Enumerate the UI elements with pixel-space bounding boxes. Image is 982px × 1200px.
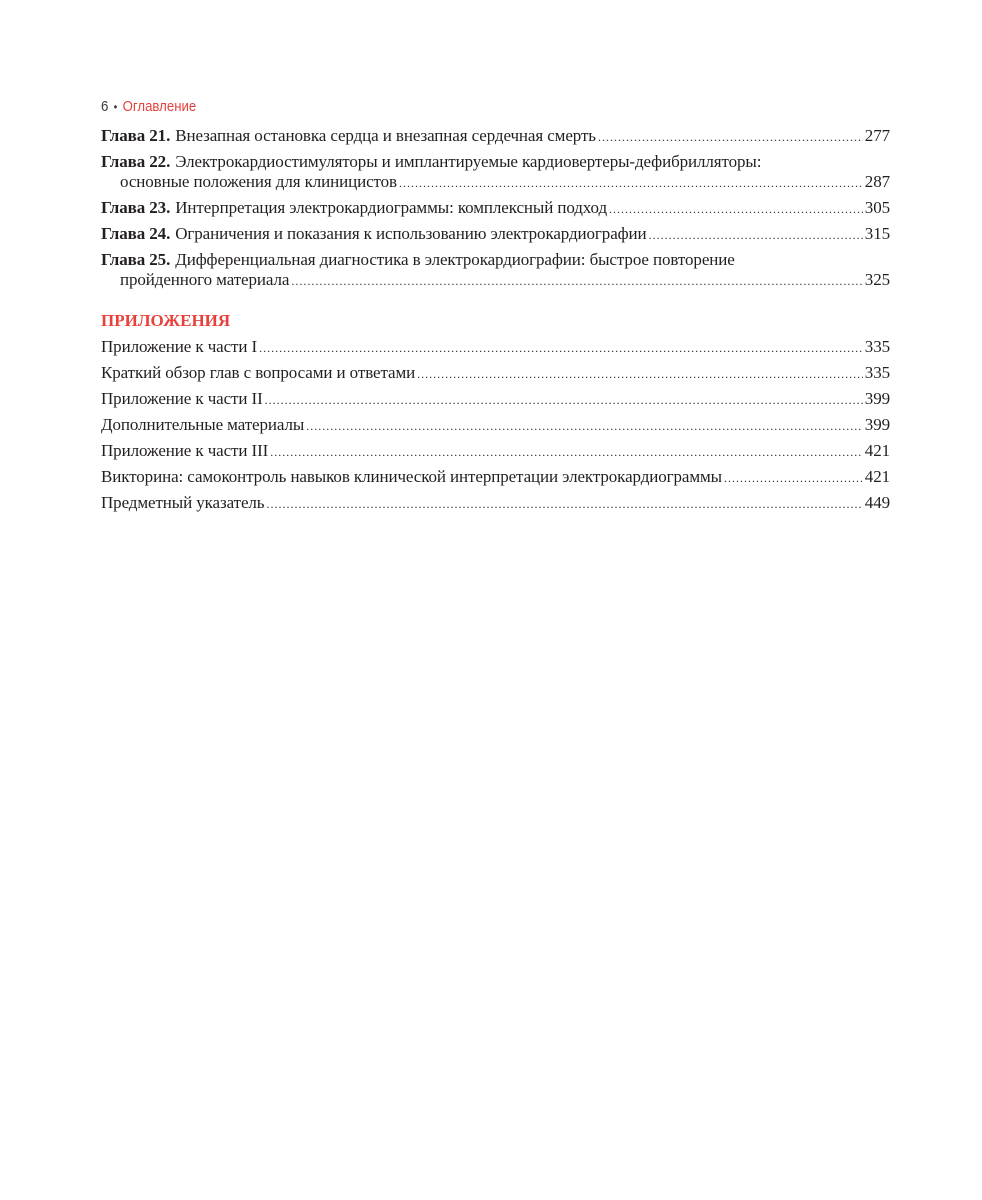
page-ref: 287 <box>864 172 890 191</box>
appendix-title: Викторина: самоконтроль навыков клинической интерпретации электрокардиограммы <box>101 467 723 486</box>
leader-dots <box>266 494 862 514</box>
page-ref: 421 <box>864 467 890 486</box>
appendix-title: Приложение к части III <box>101 441 269 460</box>
page-ref: 421 <box>864 441 890 460</box>
chapter-title-continued: основные положения для клиницистов <box>120 172 397 191</box>
toc-entry-appendix[interactable] <box>101 493 890 514</box>
appendix-title: Предметный указатель <box>101 493 265 512</box>
toc-entry-appendix[interactable] <box>101 389 890 410</box>
chapter-label: Глава 25. <box>101 250 171 269</box>
appendix-title: Дополнительные материалы <box>101 415 305 434</box>
page-ref: 325 <box>864 270 890 289</box>
page-ref: 277 <box>864 126 890 145</box>
toc-entry-chapter-22[interactable] <box>101 152 890 193</box>
appendix-title: Приложение к части II <box>101 389 263 408</box>
page-number: 6 <box>101 98 109 115</box>
page-ref: 335 <box>864 337 890 356</box>
toc-entry-chapter-25[interactable] <box>101 250 890 291</box>
leader-dots <box>399 173 863 193</box>
toc-entry-appendix[interactable] <box>101 441 890 462</box>
page-ref: 315 <box>864 224 890 243</box>
page-ref: 449 <box>864 493 890 512</box>
toc-entry-chapter-23[interactable] <box>101 198 890 219</box>
chapter-label: Глава 24. <box>101 224 171 243</box>
running-header-title: Оглавление <box>122 98 197 115</box>
page-ref: 335 <box>864 363 890 382</box>
leader-dots <box>259 338 863 358</box>
chapter-label: Глава 22. <box>101 152 171 171</box>
toc-page <box>101 96 890 519</box>
page-ref: 305 <box>864 198 890 217</box>
leader-dots <box>265 390 863 410</box>
running-header <box>101 96 795 118</box>
toc-entry-appendix[interactable] <box>101 363 890 384</box>
header-bullet: • <box>113 100 118 114</box>
leader-dots <box>270 442 863 462</box>
leader-dots <box>598 127 863 147</box>
leader-dots <box>291 271 862 291</box>
toc-entry-appendix[interactable] <box>101 337 890 358</box>
appendix-title: Приложение к части I <box>101 337 258 356</box>
toc-entry-appendix[interactable] <box>101 467 890 488</box>
appendix-title: Краткий обзор глав с вопросами и ответами <box>101 363 416 382</box>
chapter-title: Внезапная остановка сердца и внезапная сердечная смерть <box>175 126 596 145</box>
appendix-section-title: ПРИЛОЖЕНИЯ <box>101 311 231 330</box>
chapter-title: Дифференциальная диагностика в электрокардиографии: быстрое повторение <box>175 250 735 269</box>
leader-dots <box>609 199 863 219</box>
leader-dots <box>417 364 863 384</box>
page-ref: 399 <box>864 389 890 408</box>
page-ref: 399 <box>864 415 890 434</box>
chapter-title: Интерпретация электрокардиограммы: комплексный подход <box>175 198 608 217</box>
leader-dots <box>306 416 863 436</box>
leader-dots <box>724 468 863 488</box>
chapter-title-continued: пройденного материала <box>120 270 290 289</box>
toc-entry-chapter-21[interactable] <box>101 126 890 147</box>
toc-entry-chapter-24[interactable] <box>101 224 890 245</box>
chapter-label: Глава 21. <box>101 126 171 145</box>
chapter-title: Ограничения и показания к использованию электрокардиографии <box>175 224 647 243</box>
chapter-label: Глава 23. <box>101 198 171 217</box>
leader-dots <box>649 225 863 245</box>
toc-entry-appendix[interactable] <box>101 415 890 436</box>
chapter-title: Электрокардиостимуляторы и имплантируемые кардиовертеры-дефибрилляторы: <box>175 152 762 171</box>
